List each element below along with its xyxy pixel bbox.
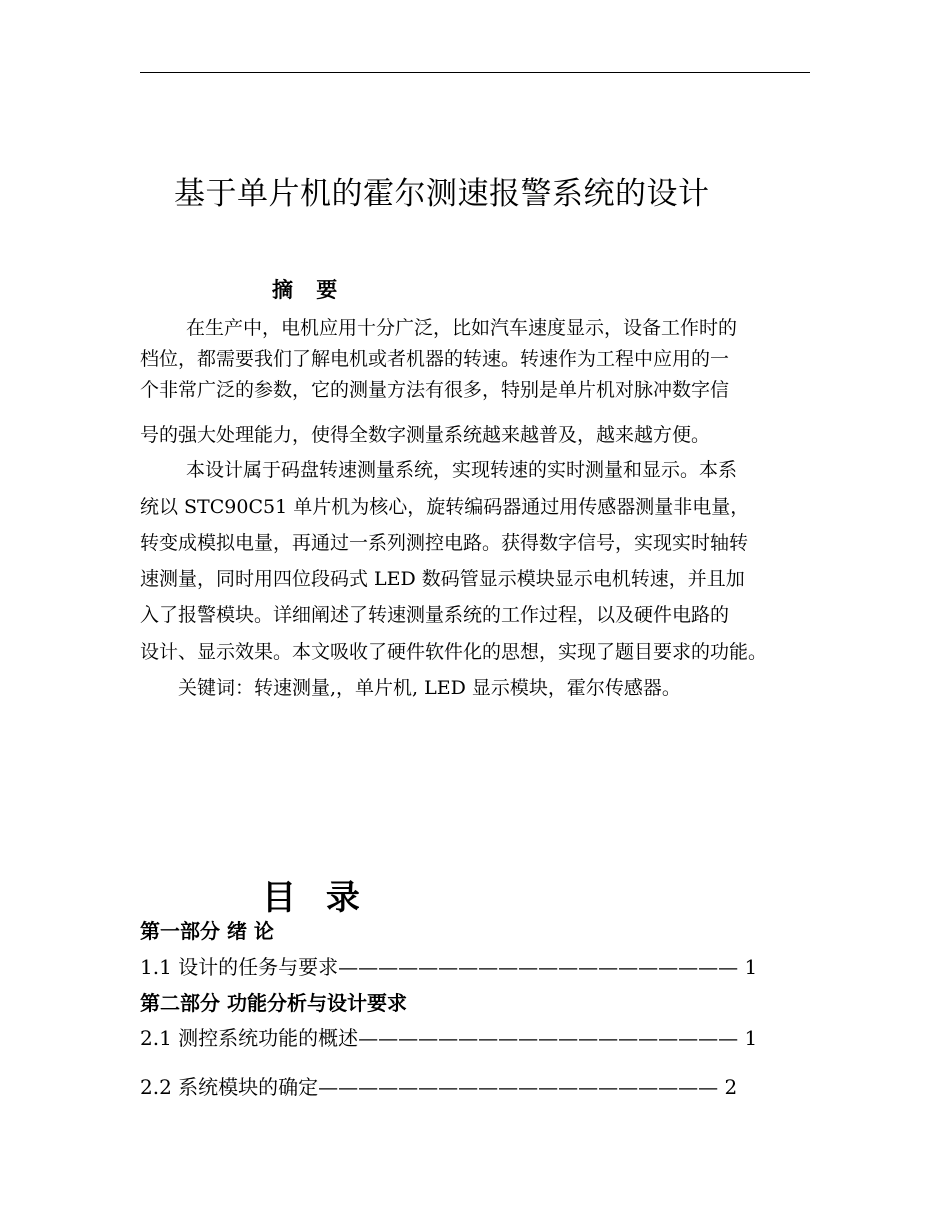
abstract-line: 本设计属于码盘转速测量系统，实现转速的实时测量和显示。本系 (186, 459, 738, 481)
abstract-line: 统以 STC90C51 单片机为核心，旋转编码器通过用传感器测量非电量， (140, 496, 750, 518)
abstract-line: 转变成模拟电量，再通过一系列测控电路。获得数字信号，实现实时轴转 (140, 532, 749, 554)
abstract-heading: 摘 要 (272, 278, 338, 302)
toc-part-heading: 第二部分 功能分析与设计要求 (140, 991, 407, 1015)
toc-part-heading: 第一部分 绪 论 (140, 919, 274, 943)
abstract-line: 个非常广泛的参数，它的测量方法有很多，特别是单片机对脉冲数字信 (140, 379, 730, 401)
header-rule (140, 72, 810, 73)
toc-entry[interactable]: 2.1 测控系统功能的概述——————————————————— 1 (140, 1026, 758, 1050)
abstract-line: 号的强大处理能力，使得全数字测量系统越来越普及，越来越方便。 (140, 424, 711, 446)
toc-entry[interactable]: 2.2 系统模块的确定———————————————————— 2 (140, 1075, 738, 1099)
keywords-line: 关键词：转速测量,，单片机, LED 显示模块，霍尔传感器。 (178, 677, 681, 699)
abstract-line: 入了报警模块。详细阐述了转速测量系统的工作过程，以及硬件电路的 (140, 604, 730, 626)
document-title: 基于单片机的霍尔测速报警系统的设计 (174, 176, 710, 212)
abstract-line: 在生产中，电机应用十分广泛，比如汽车速度显示，设备工作时的 (186, 317, 738, 339)
toc-heading: 目 录 (262, 878, 360, 918)
toc-entry[interactable]: 1.1 设计的任务与要求———————————————————— 1 (140, 955, 758, 979)
abstract-line: 档位，都需要我们了解电机或者机器的转速。转速作为工程中应用的一 (140, 348, 730, 370)
abstract-line: 速测量，同时用四位段码式 LED 数码管显示模块显示电机转速，并且加 (140, 568, 745, 590)
abstract-line: 设计、显示效果。本文吸收了硬件软件化的思想，实现了题目要求的功能。 (140, 641, 768, 663)
